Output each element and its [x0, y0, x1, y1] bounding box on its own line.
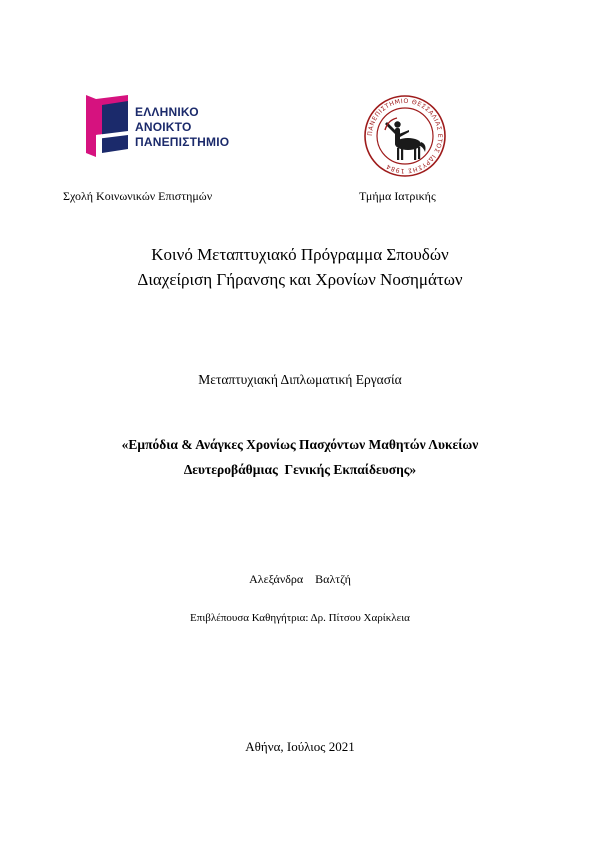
department-name: Τμήμα Ιατρικής [359, 189, 436, 203]
program-title [0, 242, 600, 292]
thesis-title-line-2: Δευτεροβάθμιας Γενικής Εκπαίδευσης» [183, 462, 417, 477]
supervisor: Επιβλέπουσα Καθηγήτρια: Δρ. Πίτσου Χαρίκλεια [190, 612, 410, 624]
university-of-thessaly-seal [363, 94, 447, 178]
svg-text:ΠΑΝΕΠΙΣΤΗΜΙΟ ΘΕΣΣΑΛΙΑΣ ΕΤΟΣ ΙΔ [367, 98, 443, 174]
open-book-logo-icon [86, 95, 132, 157]
hellenic-open-university-logo [86, 95, 256, 157]
school-name: Σχολή Κοινωνικών Επιστημών [63, 189, 213, 203]
logo-line-1: ΕΛΛΗΝΙΚΟ [135, 105, 199, 119]
program-title-line-1: Κοινό Μεταπτυχιακό Πρόγραμμα Σπουδών [151, 245, 449, 264]
thesis-type: Μεταπτυχιακή Διπλωματική Εργασία [198, 372, 402, 387]
logo-line-3: ΠΑΝΕΠΙΣΤΗΜΙΟ [135, 135, 230, 149]
program-title-line-2: Διαχείριση Γήρανσης και Χρονίων Νοσημάτων [137, 270, 463, 289]
thesis-title [0, 432, 600, 482]
place-and-date: Αθήνα, Ιούλιος 2021 [245, 739, 355, 754]
logo-line-2: ΑΝΟΙΚΤΟ [135, 120, 192, 134]
author-name: Αλεξάνδρα Βαλτζή [249, 572, 351, 586]
logo-wordmark [135, 105, 229, 150]
seal-ring-text: ΠΑΝΕΠΙΣΤΗΜΙΟ ΘΕΣΣΑΛΙΑΣ ΕΤΟΣ ΙΔΡΥΣΗΣ 1984 [366, 97, 444, 175]
centaur-seal-icon [363, 94, 447, 178]
thesis-title-line-1: «Εμπόδια & Ανάγκες Χρονίως Πασχόντων Μαθητών Λυκείων [121, 437, 479, 452]
